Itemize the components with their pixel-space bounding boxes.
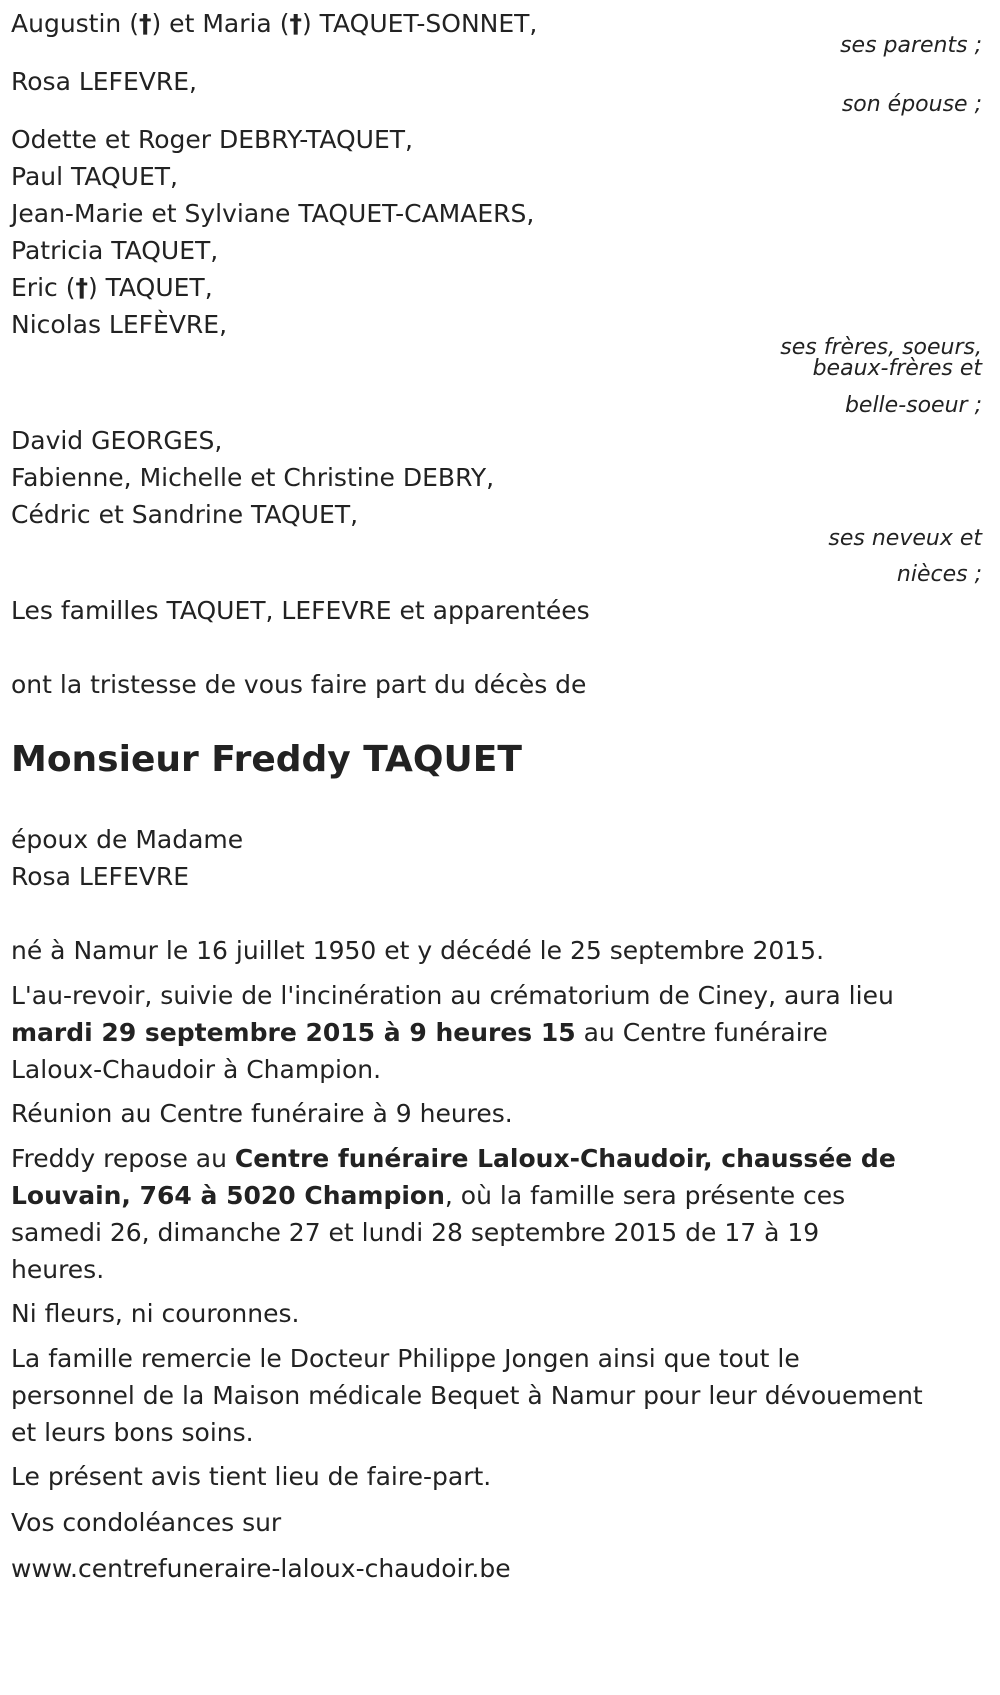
cross-icon: † [289, 9, 302, 38]
nephews-relation-1: ses neveux et [828, 526, 982, 551]
parents-text-1: Augustin ( [11, 9, 139, 38]
sibling-line: Nicolas LEFÈVRE, [11, 310, 228, 339]
nephew-line: Fabienne, Michelle et Christine DEBRY, [11, 463, 495, 492]
spouse-of-line-1: époux de Madame [11, 825, 244, 854]
siblings-relation-1: ses frères, soeurs, [780, 335, 982, 360]
rests-paragraph [11, 1140, 916, 1288]
nephew-line: David GEORGES, [11, 426, 223, 455]
cross-icon: † [138, 9, 152, 38]
eric-text-2: ) TAQUET, [87, 273, 213, 302]
details-section [11, 931, 986, 1589]
parents-text-2: ) et Maria ( [151, 9, 290, 38]
sibling-line-eric [11, 268, 213, 308]
parents-text-3: ) TAQUET-SONNET, [301, 9, 538, 38]
spouse-line: Rosa LEFEVRE, [11, 67, 197, 96]
notice-paragraph: Le présent avis tient lieu de faire-part. [11, 1462, 492, 1491]
farewell-paragraph [11, 977, 911, 1088]
nephews-relation-2: nièces ; [896, 562, 982, 587]
siblings-relation-3: belle-soeur ; [844, 393, 982, 418]
farewell-text-1: L'au-revoir, suivie de l'incinération au crématorium de Ciney, aura lieu [11, 981, 894, 1010]
rests-text-1: Freddy repose au [11, 1144, 235, 1173]
spouse-of-line-2: Rosa LEFEVRE [11, 862, 190, 891]
rests-location: Centre funéraire Laloux-Chaudoir, chaussée de Louvain, 764 à 5020 Champion [11, 1144, 896, 1210]
announcement-intro: ont la tristesse de vous faire part du décès de [11, 670, 587, 699]
spouse-relation: son épouse ; [841, 92, 982, 117]
sibling-line: Paul TAQUET, [11, 162, 178, 191]
sibling-line: Odette et Roger DEBRY-TAQUET, [11, 125, 413, 154]
deceased-name: Monsieur Freddy TAQUET [11, 739, 522, 780]
rests-text-2: , où la famille sera présente ces samedi 26, dimanche 27 et lundi 28 septembre 2015 de 17 à 19 heures. [11, 1181, 846, 1284]
website-link[interactable]: www.centrefuneraire-laloux-chaudoir.be [11, 1554, 511, 1583]
siblings-relation-2: beaux-frères et [812, 356, 982, 381]
sibling-line: Patricia TAQUET, [11, 236, 219, 265]
birth-death-paragraph: né à Namur le 16 juillet 1950 et y décédé le 25 septembre 2015. [11, 936, 825, 965]
thanks-paragraph: La famille remercie le Docteur Philippe Jongen ainsi que tout le personnel de la Maison médicale Bequet à Namur pour leur dévouement et leurs bons soins. [11, 1344, 923, 1447]
cross-icon: † [75, 273, 88, 302]
parents-line [11, 4, 537, 44]
flowers-paragraph: Ni fleurs, ni couronnes. [11, 1299, 300, 1328]
farewell-date: mardi 29 septembre 2015 à 9 heures 15 [11, 1018, 576, 1047]
sibling-line: Jean-Marie et Sylviane TAQUET-CAMAERS, [11, 199, 535, 228]
parents-relation: ses parents ; [840, 33, 982, 58]
nephew-line: Cédric et Sandrine TAQUET, [11, 500, 359, 529]
meeting-paragraph: Réunion au Centre funéraire à 9 heures. [11, 1099, 513, 1128]
families-line: Les familles TAQUET, LEFEVRE et apparentées [11, 596, 590, 625]
farewell-text-2: au Centre funéraire Laloux-Chaudoir à Champion. [11, 1018, 828, 1084]
condolences-paragraph: Vos condoléances sur [11, 1508, 282, 1537]
eric-text-1: Eric ( [11, 273, 76, 302]
